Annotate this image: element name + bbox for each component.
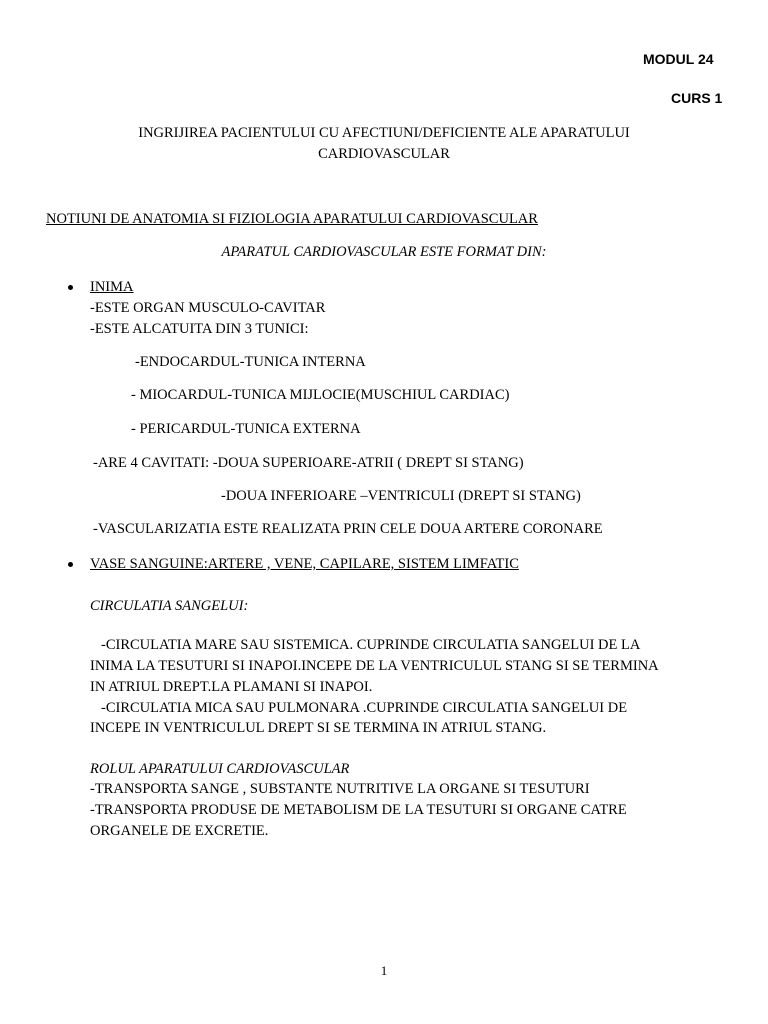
course-label: CURS 1 xyxy=(671,90,723,106)
circulation-heading: CIRCULATIA SANGELUI: xyxy=(90,598,249,614)
heart-tunic-1: -ENDOCARDUL-TUNICA INTERNA xyxy=(135,354,366,370)
heart-label: INIMA xyxy=(90,279,134,295)
role-heading: ROLUL APARATULUI CARDIOVASCULAR xyxy=(90,761,350,777)
role-line-1: -TRANSPORTA SANGE , SUBSTANTE NUTRITIVE LA ORGANE SI TESUTURI xyxy=(90,781,590,797)
circulation-line-1: -CIRCULATIA MARE SAU SISTEMICA. CUPRINDE CIRCULATIA SANGELUI DE LA xyxy=(101,637,641,653)
heart-tunic-2: - MIOCARDUL-TUNICA MIJLOCIE(MUSCHIUL CARDIAC) xyxy=(131,387,510,403)
heart-vascularization: -VASCULARIZATIA ESTE REALIZATA PRIN CELE DOUA ARTERE CORONARE xyxy=(93,521,603,537)
heart-cavities-1: -ARE 4 CAVITATI: -DOUA SUPERIOARE-ATRII ( DREPT SI STANG) xyxy=(93,455,524,471)
page-number: 1 xyxy=(380,963,388,978)
heart-tunic-3: - PERICARDUL-TUNICA EXTERNA xyxy=(131,421,361,437)
document-title-line-2: CARDIOVASCULAR xyxy=(318,146,450,162)
circulation-line-3: IN ATRIUL DREPT.LA PLAMANI SI INAPOI. xyxy=(90,679,373,695)
heart-line-2: -ESTE ALCATUITA DIN 3 TUNICI: xyxy=(90,321,309,337)
module-label: MODUL 24 xyxy=(643,51,714,67)
role-line-2: -TRANSPORTA PRODUSE DE METABOLISM DE LA TESUTURI SI ORGANE CATRE xyxy=(90,802,627,818)
subheading: APARATUL CARDIOVASCULAR ESTE FORMAT DIN: xyxy=(221,244,547,260)
role-line-3: ORGANELE DE EXCRETIE. xyxy=(90,823,269,839)
circulation-line-2: INIMA LA TESUTURI SI INAPOI.INCEPE DE LA VENTRICULUL STANG SI SE TERMINA xyxy=(90,658,659,674)
vessels-label: VASE SANGUINE:ARTERE , VENE, CAPILARE, SISTEM LIMFATIC xyxy=(90,556,519,572)
document-title-line-1: INGRIJIREA PACIENTULUI CU AFECTIUNI/DEFICIENTE ALE APARATULUI xyxy=(138,125,630,141)
circulation-line-5: INCEPE IN VENTRICULUL DREPT SI SE TERMINA IN ATRIUL STANG. xyxy=(90,720,547,736)
section-heading: NOTIUNI DE ANATOMIA SI FIZIOLOGIA APARATULUI CARDIOVASCULAR xyxy=(46,211,538,227)
heart-line-1: -ESTE ORGAN MUSCULO-CAVITAR xyxy=(90,300,326,316)
heart-cavities-2: -DOUA INFERIOARE –VENTRICULI (DREPT SI STANG) xyxy=(221,488,581,504)
bullet-icon xyxy=(68,562,73,567)
bullet-icon xyxy=(68,285,73,290)
circulation-line-4: -CIRCULATIA MICA SAU PULMONARA .CUPRINDE CIRCULATIA SANGELUI DE xyxy=(101,700,628,716)
